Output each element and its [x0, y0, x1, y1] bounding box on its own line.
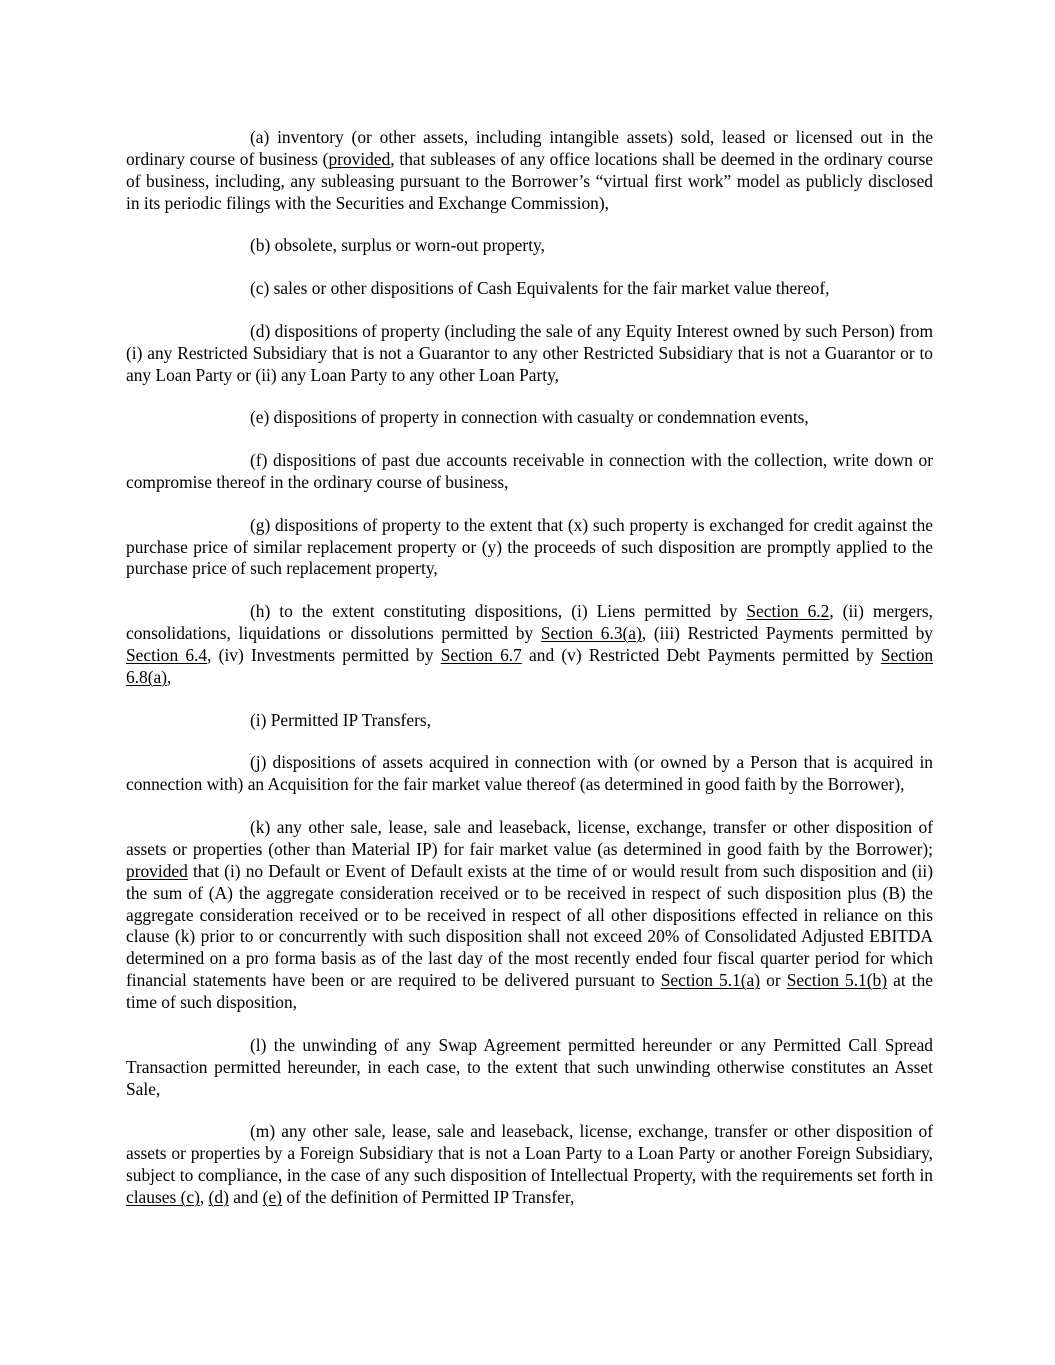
clause-m-text: and	[228, 1187, 263, 1208]
clause-e-text: (e) dispositions of property in connection with casualty or condemnation events,	[250, 407, 809, 428]
section-reference: Section 6.4	[126, 644, 208, 665]
clause-b	[126, 235, 933, 257]
clause-d-text: (d) dispositions of property (including the sale of any Equity Interest owned by such Person) from (i) any Restricted Subsidiary that is not a Guarantor to any other Restricted Subsidiary that is not a Guarantor or to any Loan Party or (ii) any Loan Party to any other Loan Party,	[126, 320, 933, 385]
clause-h	[126, 601, 933, 689]
clause-reference: clauses (c)	[126, 1187, 200, 1208]
clause-k	[126, 817, 933, 1014]
clause-k-text: at the time of such disposition,	[126, 970, 934, 1013]
section-reference: Section 6.7	[440, 644, 522, 665]
section-reference: Section 5.1(a)	[660, 970, 761, 991]
section-reference: Section 5.1(b)	[786, 970, 888, 991]
clause-a-text: , that subleases of any office locations shall be deemed in the ordinary course of business, including, any subleasing pursuant to the Borrower’s “virtual first work” model as publicly disclosed in its periodic filings with the Securities and Exchange Commission),	[126, 148, 933, 213]
page-body	[126, 127, 933, 1230]
section-reference: Section 6.2	[746, 601, 830, 622]
clause-h-text: , (ii) mergers, consolidations, liquidations or dissolutions permitted by	[126, 601, 933, 644]
clause-a-text: (a) inventory (or other assets, including intangible assets) sold, leased or licensed out in the ordinary course of business (	[126, 127, 933, 169]
clause-i	[126, 710, 933, 732]
clause-c-text: (c) sales or other dispositions of Cash Equivalents for the fair market value thereof,	[250, 278, 830, 299]
clause-m	[126, 1121, 933, 1209]
clause-k-text: that (i) no Default or Event of Default exists at the time of or would result from such disposition and (ii) the sum of (A) the aggregate consideration received or to be received in respect of such disposition plus (B) the aggregate consideration received or to be received in respect of all other dispositions effected in reliance on this clause (k) prior to or concurrently with such disposition shall not exceed 20% of Consolidated Adjusted EBITDA determined on a pro forma basis as of the last day of the most recently ended four fiscal quarter period for which financial statements have been or are required to be delivered pursuant to	[126, 860, 933, 991]
clause-h-text: (h) to the extent constituting dispositions, (i) Liens permitted by	[250, 601, 747, 622]
clause-d	[126, 321, 933, 387]
clause-j	[126, 752, 933, 796]
clause-b-text: (b) obsolete, surplus or worn-out property,	[250, 235, 545, 256]
clause-m-text: (m) any other sale, lease, sale and leaseback, license, exchange, transfer or other disposition of assets or properties by a Foreign Subsidiary that is not a Loan Party to a Loan Party or another Foreign Subsidiary, subject to compliance, in the case of any such disposition of Intellectual Property, with the requirements set forth in	[126, 1121, 933, 1186]
clause-l	[126, 1035, 933, 1101]
clause-reference: (d)	[208, 1187, 229, 1208]
clause-l-text: (l) the unwinding of any Swap Agreement permitted hereunder or any Permitted Call Spread Transaction permitted hereunder, in each case, to the extent that such unwinding otherwise constitutes an Asset Sale,	[126, 1034, 933, 1099]
clause-a	[126, 127, 933, 215]
clause-reference: (e)	[262, 1187, 282, 1208]
clause-k-text: (k) any other sale, lease, sale and leaseback, license, exchange, transfer or other disposition of assets or properties (other than Material IP) for fair market value (as determined in good faith by the Borrower);	[126, 816, 933, 859]
clause-f	[126, 450, 933, 494]
clause-h-text: , (iv) Investments permitted by	[207, 644, 441, 665]
clause-m-text: of the definition of Permitted IP Transfer,	[281, 1187, 575, 1208]
clause-h-text: ,	[167, 666, 172, 687]
clause-m-text: ,	[199, 1187, 209, 1208]
clause-e	[126, 407, 933, 429]
clause-g-text: (g) dispositions of property to the extent that (x) such property is exchanged for credit against the purchase price of similar replacement property or (y) the proceeds of such disposition are promptly applied to the purchase price of such replacement property,	[126, 514, 933, 579]
clause-f-text: (f) dispositions of past due accounts receivable in connection with the collection, write down or compromise thereof in the ordinary course of business,	[126, 450, 933, 492]
clause-c	[126, 278, 933, 300]
provided-term: provided	[126, 860, 188, 881]
section-reference: Section 6.3(a)	[540, 623, 642, 644]
clause-k-text: or	[760, 970, 787, 991]
clause-h-text: , (iii) Restricted Payments permitted by	[641, 623, 933, 644]
section-reference: Section 6.8(a)	[126, 644, 934, 687]
clause-g	[126, 515, 933, 581]
clause-i-text: (i) Permitted IP Transfers,	[250, 709, 431, 730]
provided-term: provided	[328, 148, 391, 169]
clause-j-text: (j) dispositions of assets acquired in connection with (or owned by a Person that is acquired in connection with) an Acquisition for the fair market value thereof (as determined in good faith by the Borrower),	[126, 752, 933, 795]
clause-h-text: and (v) Restricted Debt Payments permitted by	[521, 644, 881, 665]
